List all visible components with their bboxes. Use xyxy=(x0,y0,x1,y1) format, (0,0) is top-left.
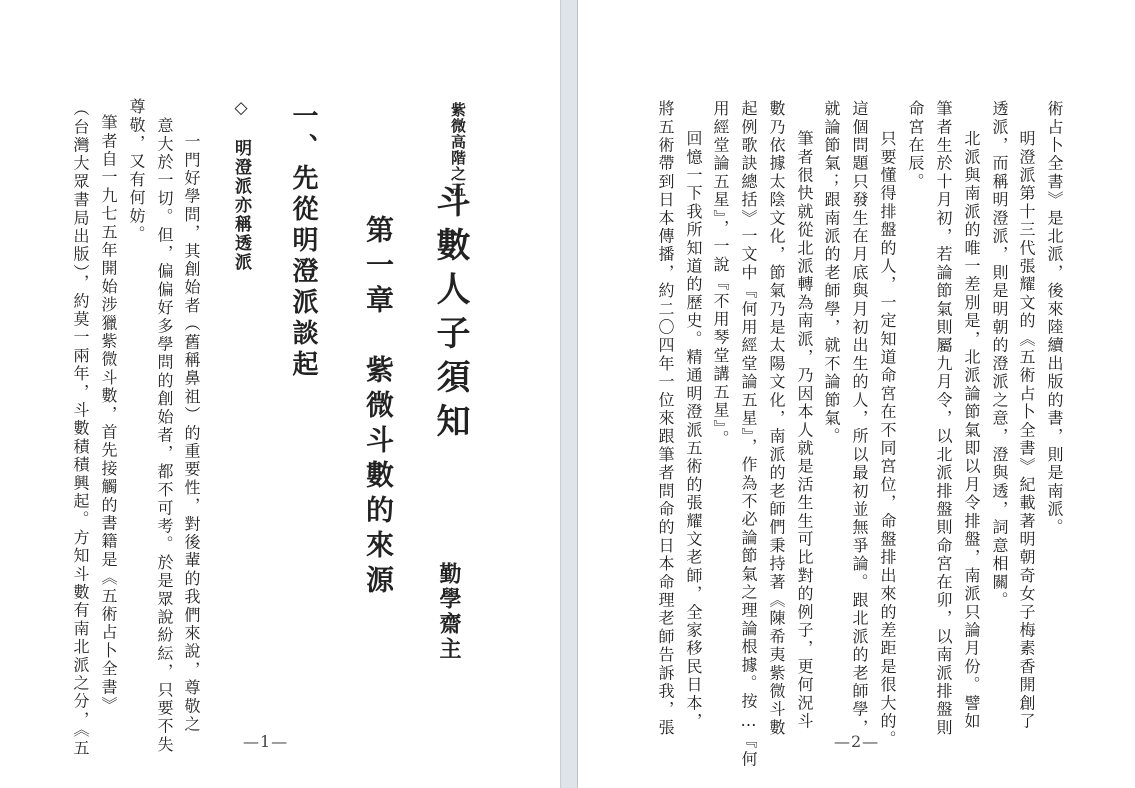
subsection-heading: ◇ 明澄派亦稱透派 xyxy=(231,98,251,272)
author-name: 勤學齋主 xyxy=(436,562,462,662)
paragraph-line: 筆者很快就從北派轉為南派，乃因本人就是活生生可比對的例子，更何況斗 xyxy=(795,130,814,731)
series-label: 紫微高階之五 xyxy=(449,102,467,198)
document-page-2 xyxy=(578,0,1135,788)
paragraph-line: 透派，而稱明澄派，則是明朝的澄派之意，澄與透，詞意相關。 xyxy=(990,100,1009,610)
paragraph-line: 用經堂論五星』，一說『不用琴堂講五星』。 xyxy=(711,100,730,448)
paragraph-line: 將五術帶到日本傳播，約二〇四年一位來跟筆者問命的日本命理老師告訴我，張 xyxy=(656,100,675,737)
paragraph-line: 術占卜全書》是北派，後來陸續出版的書，則是南派。 xyxy=(1045,100,1064,537)
paragraph-line: 回憶一下我所知道的歷史。精通明澄派五術的張耀文老師，全家移民日本， xyxy=(684,130,703,731)
paragraph-line: 意大於一切。但，偏偏好多學問的創始者，都不可考。於是眾說紛紜，只要不失 xyxy=(155,117,174,754)
paragraph-line: 筆者自一九七五年開始涉獵紫微斗數，首先接觸的書籍是《五術占卜全書》 xyxy=(99,114,118,715)
document-page-1 xyxy=(0,0,560,788)
paragraph-line: 只要懂得排盤的人，一定知道命宮在不同宮位，命盤排出來的差距是很大的。 xyxy=(878,130,897,749)
paragraph-line: 命宮在辰。 xyxy=(906,100,925,191)
paragraph-line: 起例歌訣總括》一文中『何用經堂論五星』，作為不必論節氣之理論根據。按…『何 xyxy=(739,100,758,769)
paragraph-line: 這個問題只發生在月底與月初出生的人，所以最初並無爭論。跟北派的老師學， xyxy=(850,100,869,737)
page-number: —1— xyxy=(243,732,289,751)
section-heading: 一、先從明澄派談起 xyxy=(288,102,318,381)
paragraph-line: 明澄派第十三代張耀文的《五術占卜全書》紀載著明朝奇女子梅素香開創了 xyxy=(1017,130,1036,731)
paragraph-line: 一門好學問，其創始者（舊稱鼻祖）的重要性，對後輩的我們來說，尊敬之 xyxy=(182,133,201,734)
chapter-heading: 第一章 紫微斗數的來源 xyxy=(362,215,395,600)
book-title: 斗數人子須知 xyxy=(430,183,470,447)
paragraph-line: 就論節氣；跟南派的老師學，就不論節氣。 xyxy=(822,100,841,446)
paragraph-line: （台灣大眾書局出版），約莫一兩年，斗數積積興起。方知斗數有南北派之分，《五 xyxy=(71,100,90,758)
paragraph-line: 北派與南派的唯一差別是，北派論節氣即以月令排盤，南派只論月份。譬如 xyxy=(962,130,981,731)
page-number: —2— xyxy=(834,732,880,751)
paragraph-line: 尊敬，又有何妨。 xyxy=(127,98,146,244)
paragraph-line: 數乃依據太陰文化，節氣乃是太陽文化，南派的老師們秉持著《陳希夷紫微斗數 xyxy=(767,100,786,737)
page-gutter xyxy=(560,0,578,788)
paragraph-line: 筆者生於十月初，若論節氣則屬九月令，以北派排盤則命宮在卯，以南派排盤則 xyxy=(934,100,953,737)
